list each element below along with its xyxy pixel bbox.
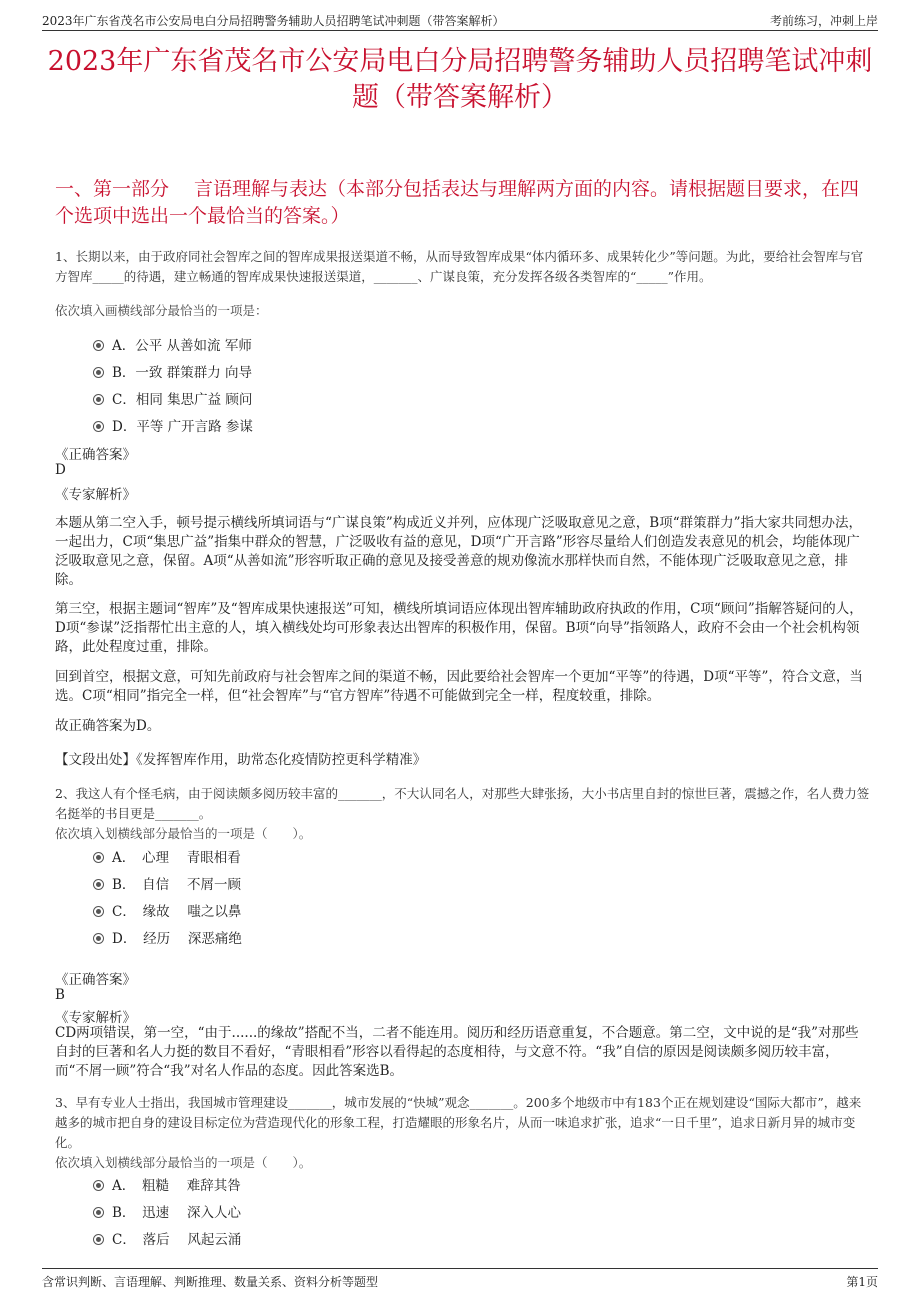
- radio-icon[interactable]: [93, 1234, 104, 1245]
- question-2-option-c[interactable]: C． 缘故 嗤之以鼻: [93, 900, 241, 920]
- question-1-source: 【文段出处】《发挥智库作用，助常态化疫情防控更科学精准》: [55, 752, 427, 768]
- question-2-option-a[interactable]: A． 心理 青眼相看: [93, 846, 241, 866]
- page-number: 第1页: [846, 1275, 878, 1289]
- radio-icon[interactable]: [93, 340, 104, 351]
- radio-icon[interactable]: [93, 394, 104, 405]
- question-3-text: 3、早有专业人士指出，我国城市管理建设_______，城市发展的“快城”观念_______。200多个地级市中有183个正在规划建设“国际大都市”，越来越多的城市把自身的建设目标定位为营造现代化的形象工程，打造耀眼的形象名片，从而一味追求扩张，追求“一日千里”，追求日新月异的城市变化。: [55, 1095, 862, 1150]
- question-2-analysis-label: 《专家解析》: [55, 1010, 136, 1026]
- radio-icon[interactable]: [93, 933, 104, 944]
- question-2-text: 2、我这人有个怪毛病，由于阅读颇多阅历较丰富的_______，不大认同名人，对那些大肆张扬，大小书店里自封的惊世巨著，震撼之作，名人费力签名挺举的书目更是_______。: [55, 786, 870, 821]
- question-1-analysis-p3: 回到首空，根据文意，可知先前政府与社会智库之间的渠道不畅，因此要给社会智库一个更加“平等”的待遇，D项“平等”，符合文意，当选。C项“相同”指完全一样，但“社会智库”与“官方智库”待遇不可能做到完全一样，程度较重，排除。: [55, 669, 863, 704]
- question-1-text: 1、长期以来，由于政府同社会智库之间的智库成果报送渠道不畅，从而导致智库成果“体内循环多、成果转化少”等问题。为此，要给社会智库与官方智库_____的待遇，建立畅通的智库成果快速报送渠道，_______、广谋良策，充分发挥各级各类智库的“_____”作用。: [55, 249, 864, 284]
- page-footer: [42, 1268, 878, 1291]
- question-1-analysis-p2: 第三空，根据主题词“智库”及“智库成果快速报送”可知，横线所填词语应体现出智库辅助政府执政的作用，C项“顾问”指解答疑问的人，D项“参谋”泛指帮忙出主意的人，填入横线处均可形象表达出智库的积极作用，保留。B项“向导”指领路人，政府不会由一个社会机构领路，此处程度过重，排除。: [55, 601, 863, 655]
- question-2-option-d[interactable]: D． 经历 深恶痛绝: [93, 927, 242, 947]
- question-3-option-c[interactable]: C． 落后 风起云涌: [93, 1228, 241, 1248]
- question-2-analysis: CD两项错误，第一空，“由于......的缘故”搭配不当，二者不能连用。阅历和经历语意重复，不合题意。第二空，文中说的是“我”对那些自封的巨著和名人力挺的数目不看好，“青眼相看”形容以看得起的态度相待，与文意不符。“我”自信的原因是阅读颇多阅历较丰富，而“不屑一顾”符合“我”对名人作品的态度。因此答案选B。: [55, 1025, 859, 1079]
- question-1-prompt: 依次填入画横线部分最恰当的一项是：: [55, 303, 268, 318]
- question-1-analysis-p4: 故正确答案为D。: [55, 718, 161, 734]
- header-slogan: 考前练习，冲刺上岸: [769, 14, 878, 28]
- question-2-prompt: 依次填入划横线部分最恰当的一项是（ ）。: [55, 826, 312, 841]
- section-heading: 一、第一部分 言语理解与表达（本部分包括表达与理解两方面的内容。请根据题目要求，在四个选项中选出一个最恰当的答案。）: [55, 178, 860, 227]
- question-1-answer: D: [55, 462, 66, 478]
- question-1-analysis-label: 《专家解析》: [55, 487, 136, 503]
- header-doc-title: 2023年广东省茂名市公安局电白分局招聘警务辅助人员招聘笔试冲刺题（带答案解析）: [42, 14, 505, 28]
- question-2-answer: B: [55, 987, 65, 1003]
- question-1-answer-label: 《正确答案》: [55, 447, 136, 463]
- question-1-option-a[interactable]: A．公平 从善如流 军师: [93, 334, 252, 354]
- radio-icon[interactable]: [93, 906, 104, 917]
- radio-icon[interactable]: [93, 852, 104, 863]
- radio-icon[interactable]: [93, 1180, 104, 1191]
- question-2-answer-label: 《正确答案》: [55, 972, 136, 988]
- radio-icon[interactable]: [93, 367, 104, 378]
- footer-description: 含常识判断、言语理解、判断推理、数量关系、资料分析等题型: [42, 1275, 379, 1289]
- radio-icon[interactable]: [93, 879, 104, 890]
- page-title: 2023年广东省茂名市公安局电白分局招聘警务辅助人员招聘笔试冲刺题（带答案解析）: [47, 46, 873, 113]
- question-1-option-b[interactable]: B．一致 群策群力 向导: [93, 361, 252, 381]
- radio-icon[interactable]: [93, 421, 104, 432]
- page-header: [42, 10, 878, 31]
- question-3-option-a[interactable]: A． 粗糙 难辞其咎: [93, 1174, 241, 1194]
- question-3-prompt: 依次填入划横线部分最恰当的一项是（ ）。: [55, 1155, 312, 1170]
- question-1-analysis-p1: 本题从第二空入手，顿号提示横线所填词语与“广谋良策”构成近义并列，应体现广泛吸取意见之意，B项“群策群力”指大家共同想办法，一起出力，C项“集思广益”指集中群众的智慧，广泛吸收有益的意见，D项“广开言路”形容尽量给人们创造发表意见的机会，均能体现广泛吸取意见之意，保留。A项“从善如流”形容听取正确的意见及接受善意的规劝像流水那样快而自然，不能体现广泛吸取意见之意，排除。: [55, 515, 863, 588]
- radio-icon[interactable]: [93, 1207, 104, 1218]
- question-1-option-d[interactable]: D．平等 广开言路 参谋: [93, 415, 253, 435]
- question-3-option-b[interactable]: B． 迅速 深入人心: [93, 1201, 241, 1221]
- question-2-option-b[interactable]: B． 自信 不屑一顾: [93, 873, 241, 893]
- question-1-option-c[interactable]: C．相同 集思广益 顾问: [93, 388, 252, 408]
